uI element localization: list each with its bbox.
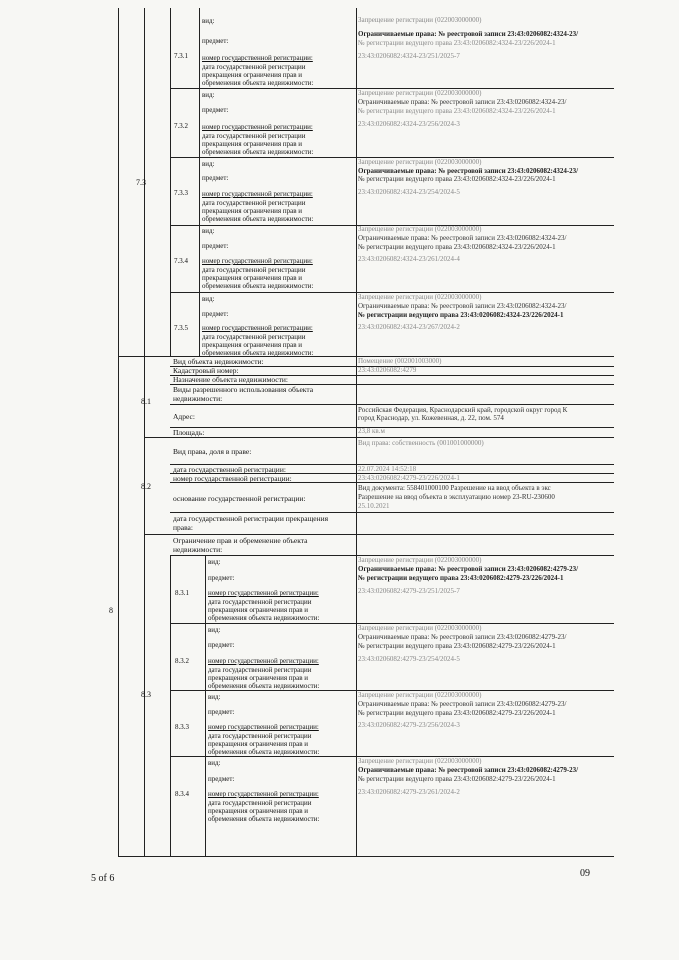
value-nomer: 23:43:0206082:4279-23/251/2025-7 [358, 587, 460, 595]
value-nomer: 23:43:0206082:4324-23/251/2025-7 [358, 52, 460, 60]
subsection-7-3-2: 7.3.2 [174, 122, 188, 130]
value-data-reg: 22.07.2024 14:52:18 [358, 465, 417, 473]
row-line [170, 404, 614, 405]
value-ploshad: 23,8 кв.м [358, 427, 385, 435]
col-line-value [356, 8, 357, 856]
label-data-prekr: прекращения ограничения прав и [202, 140, 303, 148]
label-data-prekr: прекращения ограничения прав и [202, 341, 303, 349]
label-vid-prava: Вид права, доля в праве: [173, 447, 252, 456]
label-osnovanie: основание государственной регистрации: [173, 494, 306, 503]
col-line-section [144, 8, 145, 856]
label-data-prekr: обременения объекта недвижимости: [202, 349, 314, 357]
label-adres: Адрес: [173, 412, 195, 421]
value-predmet: Ограничиваемые права: № реестровой записи 23:43:0206082:4324-23/ [358, 167, 579, 175]
value-predmet: Ограничиваемые права: № реестровой записи 23:43:0206082:4279-23/ [358, 766, 579, 774]
value-predmet: Ограничиваемые права: № реестровой записи 23:43:0206082:4279-23/ [358, 700, 567, 708]
label-data-prekr-prava: дата государственной регистрации прекращения [173, 514, 329, 523]
subsection-7-3-1: 7.3.1 [174, 52, 188, 60]
label-data-prekr: обременения объекта недвижимости: [208, 748, 320, 756]
label-data-prekr: прекращения ограничения прав и [202, 207, 303, 215]
subsection-8-3-1: 8.3.1 [175, 589, 189, 597]
label-kadastr: Кадастровый номер: [173, 366, 239, 375]
value-vid: Запрещение регистрации (022003000000) [358, 691, 482, 699]
value-nomer: 23:43:0206082:4279-23/256/2024-3 [358, 721, 460, 729]
label-predmet: предмет: [208, 574, 235, 582]
row-line [144, 534, 614, 535]
label-data-prekr: прекращения ограничения прав и [208, 674, 309, 682]
value-nomer: 23:43:0206082:4324-23/267/2024-2 [358, 323, 460, 331]
value-nomer: 23:43:0206082:4279-23/254/2024-5 [358, 655, 460, 663]
label-ogranichenie: Ограничение прав и обременение объекта [173, 536, 308, 545]
value-predmet: № регистрации ведущего права 23:43:0206082:4279-23/226/2024-1 [358, 709, 556, 717]
label-data-prekr: обременения объекта недвижимости: [202, 79, 314, 87]
value-predmet: № регистрации ведущего права 23:43:0206082:4324-23/226/2024-1 [358, 107, 556, 115]
col-line-label [199, 8, 200, 356]
value-vid: Запрещение регистрации (022003000000) [358, 556, 482, 564]
label-data-prekr: прекращения ограничения прав и [208, 740, 309, 748]
label-nomer: номер государственной регистрации: [202, 123, 313, 131]
label-predmet: предмет: [202, 310, 229, 318]
document-code: 09 [580, 868, 590, 879]
label-data-prekr: дата государственной регистрации [202, 63, 306, 71]
value-vid: Запрещение регистрации (022003000000) [358, 16, 482, 24]
label-vidy-razr: недвижимости: [173, 394, 223, 403]
label-predmet: предмет: [208, 708, 235, 716]
label-data-prekr: дата государственной регистрации [208, 799, 312, 807]
value-vid: Запрещение регистрации (022003000000) [358, 624, 482, 632]
value-vid-obekta: Помещение (002001003000) [358, 357, 442, 365]
label-nomer: номер государственной регистрации: [208, 723, 319, 731]
label-predmet: предмет: [208, 641, 235, 649]
label-data-prekr: дата государственной регистрации [208, 666, 312, 674]
value-nomer: 23:43:0206082:4279-23/261/2024-2 [358, 788, 460, 796]
label-ogranichenie: недвижимости: [173, 545, 223, 554]
label-data-reg: дата государственной регистрации: [173, 465, 286, 474]
value-predmet: № регистрации ведущего права 23:43:0206082:4324-23/226/2024-1 [358, 243, 556, 251]
label-nomer: номер государственной регистрации: [208, 657, 319, 665]
label-naznachenie: Назначение объекта недвижимости: [173, 375, 288, 384]
value-nomer-reg: 23:43:0206082:4279-23/226/2024-1 [358, 474, 460, 482]
col-line-subsection-8 [170, 555, 171, 856]
value-vid: Запрещение регистрации (022003000000) [358, 293, 482, 301]
label-data-prekr: прекращения ограничения прав и [202, 274, 303, 282]
value-predmet: Ограничиваемые права: № реестровой записи 23:43:0206082:4324-23/ [358, 30, 579, 38]
value-predmet: № регистрации ведущего права 23:43:0206082:4324-23/226/2024-1 [358, 311, 564, 319]
value-kadastr: 23:43:0206082:4279 [358, 366, 417, 374]
label-vid: вид: [202, 295, 215, 303]
section-number-7-3: 7.3 [136, 178, 146, 187]
value-predmet: Ограничиваемые права: № реестровой записи 23:43:0206082:4279-23/ [358, 633, 567, 641]
value-nomer: 23:43:0206082:4324-23/254/2024-5 [358, 188, 460, 196]
label-vid: вид: [208, 626, 221, 634]
section-number-8-1: 8.1 [141, 397, 151, 406]
label-ploshad: Площадь: [173, 428, 205, 437]
value-osnovanie: Разрешение на ввод объекта в эксплуатацию номер 23-RU-230600 [358, 493, 555, 501]
label-predmet: предмет: [202, 242, 229, 250]
label-data-prekr: прекращения ограничения прав и [208, 606, 309, 614]
label-predmet: предмет: [208, 775, 235, 783]
label-nomer: номер государственной регистрации: [202, 190, 313, 198]
col-line-label-8 [205, 555, 206, 856]
value-nomer: 23:43:0206082:4324-23/256/2024-3 [358, 120, 460, 128]
value-predmet: № регистрации ведущего права 23:43:0206082:4324-23/226/2024-1 [358, 175, 556, 183]
section-number-8-3: 8.3 [141, 690, 151, 699]
label-vid-obekta: Вид объекта недвижимости: [173, 357, 264, 366]
subsection-7-3-4: 7.3.4 [174, 257, 188, 265]
label-data-prekr: обременения объекта недвижимости: [202, 215, 314, 223]
value-predmet: № регистрации ведущего права 23:43:0206082:4279-23/226/2024-1 [358, 642, 556, 650]
value-nomer: 23:43:0206082:4324-23/261/2024-4 [358, 255, 460, 263]
label-nomer: номер государственной регистрации: [202, 257, 313, 265]
label-predmet: предмет: [202, 174, 229, 182]
label-data-prekr: прекращения ограничения прав и [202, 71, 303, 79]
value-osnovanie: 25.10.2021 [358, 502, 390, 510]
value-vid: Запрещение регистрации (022003000000) [358, 757, 482, 765]
row-line [144, 437, 614, 438]
subsection-8-3-3: 8.3.3 [175, 723, 189, 731]
label-data-prekr: дата государственной регистрации [202, 266, 306, 274]
value-predmet: Ограничиваемые права: № реестровой записи 23:43:0206082:4279-23/ [358, 565, 579, 573]
value-vid: Запрещение регистрации (022003000000) [358, 225, 482, 233]
value-predmet: № регистрации ведущего права 23:43:0206082:4324-23/226/2024-1 [358, 39, 556, 47]
label-nomer-reg: номер государственной регистрации: [173, 474, 292, 483]
value-predmet: № регистрации ведущего права 23:43:0206082:4279-23/226/2024-1 [358, 775, 556, 783]
label-nomer: номер государственной регистрации: [202, 54, 313, 62]
label-vid: вид: [202, 91, 215, 99]
label-nomer: номер государственной регистрации: [202, 324, 313, 332]
value-osnovanie: Вид документа: 558401000100 Разрешение на ввод объекта в экс [358, 484, 551, 492]
label-data-prekr: обременения объекта недвижимости: [208, 682, 320, 690]
page-number: 5 of 6 [91, 873, 115, 884]
label-data-prekr: дата государственной регистрации [208, 598, 312, 606]
label-data-prekr: дата государственной регистрации [202, 333, 306, 341]
label-data-prekr: обременения объекта недвижимости: [208, 815, 320, 823]
subsection-8-3-2: 8.3.2 [175, 657, 189, 665]
label-data-prekr: обременения объекта недвижимости: [202, 148, 314, 156]
label-nomer: номер государственной регистрации: [208, 790, 319, 798]
label-data-prekr: дата государственной регистрации [202, 132, 306, 140]
subsection-7-3-5: 7.3.5 [174, 324, 188, 332]
col-line-subsection [170, 8, 171, 356]
value-adres: Российская Федерация, Краснодарский край, городской округ город К [358, 406, 568, 414]
label-data-prekr: обременения объекта недвижимости: [208, 614, 320, 622]
label-data-prekr: прекращения ограничения прав и [208, 807, 309, 815]
label-vid: вид: [208, 558, 221, 566]
value-vid: Запрещение регистрации (022003000000) [358, 158, 482, 166]
section-number-8-2: 8.2 [141, 482, 151, 491]
label-vidy-razr: Виды разрешенного использования объекта [173, 385, 314, 394]
label-data-prekr-prava: права: [173, 523, 193, 532]
label-nomer: номер государственной регистрации: [208, 589, 319, 597]
subsection-7-3-3: 7.3.3 [174, 189, 188, 197]
value-predmet: Ограничиваемые права: № реестровой записи 23:43:0206082:4324-23/ [358, 98, 567, 106]
value-vid-prava: Вид права: собственность (001001000000) [358, 439, 484, 447]
label-vid: вид: [202, 227, 215, 235]
label-data-prekr: дата государственной регистрации [208, 732, 312, 740]
table-border-bottom [118, 856, 614, 857]
row-line [170, 512, 614, 513]
value-vid: Запрещение регистрации (022003000000) [358, 89, 482, 97]
row-line [170, 427, 614, 428]
label-data-prekr: дата государственной регистрации [202, 199, 306, 207]
label-vid: вид: [208, 759, 221, 767]
label-vid: вид: [202, 160, 215, 168]
section-number-8: 8 [109, 606, 113, 615]
label-predmet: предмет: [202, 106, 229, 114]
value-predmet: № регистрации ведущего права 23:43:0206082:4279-23/226/2024-1 [358, 574, 564, 582]
table-border-left [118, 8, 119, 856]
subsection-8-3-4: 8.3.4 [175, 790, 189, 798]
value-predmet: Ограничиваемые права: № реестровой записи 23:43:0206082:4324-23/ [358, 302, 567, 310]
label-vid: вид: [202, 17, 215, 25]
value-adres: город Краснодар, ул. Кожевенная, д. 22, пом. 574 [358, 414, 504, 422]
label-vid: вид: [208, 693, 221, 701]
label-data-prekr: обременения объекта недвижимости: [202, 282, 314, 290]
label-predmet: предмет: [202, 37, 229, 45]
value-predmet: Ограничиваемые права: № реестровой записи 23:43:0206082:4324-23/ [358, 234, 567, 242]
